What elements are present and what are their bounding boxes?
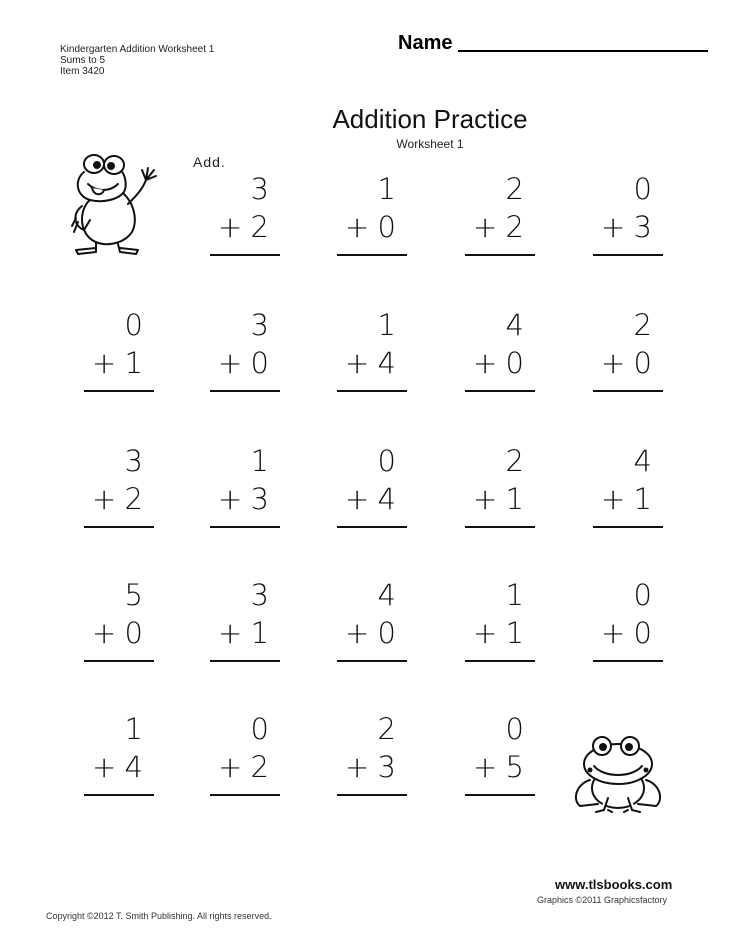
addend-top: 4 <box>633 444 652 478</box>
plus-sign: + <box>473 616 498 650</box>
addend-bottom: 5 <box>505 750 524 784</box>
plus-sign: + <box>92 616 117 650</box>
addend-top: 4 <box>377 578 396 612</box>
plus-sign: + <box>218 616 243 650</box>
addend-top: 0 <box>377 444 396 478</box>
plus-sign: + <box>345 750 370 784</box>
answer-line[interactable] <box>593 390 663 392</box>
instruction-text: Add. <box>193 154 226 170</box>
worksheet-subject: Kindergarten Addition Worksheet 1 <box>60 44 215 55</box>
answer-line[interactable] <box>593 526 663 528</box>
addition-problem <box>337 712 407 812</box>
plus-sign: + <box>601 346 626 380</box>
answer-line[interactable] <box>465 254 535 256</box>
addend-top: 3 <box>250 578 269 612</box>
addend-bottom: 4 <box>377 482 396 516</box>
worksheet-range: Sums to 5 <box>60 55 106 66</box>
plus-sign: + <box>218 346 243 380</box>
addend-bottom: 1 <box>505 482 524 516</box>
addend-top: 1 <box>377 172 396 206</box>
addend-top: 2 <box>505 172 524 206</box>
plus-sign: + <box>92 346 117 380</box>
addition-problem <box>84 308 154 408</box>
graphics-credit: Graphics ©2011 Graphicsfactory <box>537 895 668 905</box>
addition-problem <box>593 578 663 678</box>
answer-line[interactable] <box>337 254 407 256</box>
plus-sign: + <box>601 616 626 650</box>
plus-sign: + <box>92 750 117 784</box>
addition-problem <box>465 444 535 544</box>
copyright-notice: Copyright ©2012 T. Smith Publishing. All rights reserved. <box>46 911 272 921</box>
addend-bottom: 1 <box>633 482 652 516</box>
addition-problem <box>465 172 535 272</box>
addend-bottom: 3 <box>250 482 269 516</box>
addend-bottom: 3 <box>633 210 652 244</box>
addition-problem <box>465 578 535 678</box>
addend-top: 5 <box>124 578 143 612</box>
publisher-url: www.tlsbooks.com <box>555 877 673 892</box>
addend-top: 2 <box>633 308 652 342</box>
name-label: Name <box>398 32 453 54</box>
answer-line[interactable] <box>210 390 280 392</box>
addend-bottom: 1 <box>505 616 524 650</box>
worksheet-item-number: Item 3420 <box>60 66 105 77</box>
addition-problem <box>337 172 407 272</box>
plus-sign: + <box>218 482 243 516</box>
addition-problem <box>84 444 154 544</box>
answer-line[interactable] <box>210 794 280 796</box>
addend-top: 0 <box>505 712 524 746</box>
addend-top: 2 <box>377 712 396 746</box>
addend-top: 0 <box>124 308 143 342</box>
addend-bottom: 4 <box>124 750 143 784</box>
addend-top: 3 <box>124 444 143 478</box>
answer-line[interactable] <box>593 660 663 662</box>
answer-line[interactable] <box>337 390 407 392</box>
addend-top: 3 <box>250 308 269 342</box>
addend-bottom: 2 <box>505 210 524 244</box>
addend-top: 1 <box>505 578 524 612</box>
page-subtitle: Worksheet 1 <box>396 137 464 151</box>
answer-line[interactable] <box>593 254 663 256</box>
addend-bottom: 0 <box>633 616 652 650</box>
answer-line[interactable] <box>465 526 535 528</box>
plus-sign: + <box>92 482 117 516</box>
addend-top: 1 <box>124 712 143 746</box>
addend-bottom: 0 <box>505 346 524 380</box>
answer-line[interactable] <box>465 660 535 662</box>
plus-sign: + <box>601 482 626 516</box>
answer-line[interactable] <box>210 526 280 528</box>
answer-line[interactable] <box>84 526 154 528</box>
addend-top: 0 <box>250 712 269 746</box>
answer-line[interactable] <box>337 660 407 662</box>
addition-problem <box>210 172 280 272</box>
addend-bottom: 0 <box>377 616 396 650</box>
answer-line[interactable] <box>210 254 280 256</box>
answer-line[interactable] <box>337 794 407 796</box>
page-title: Addition Practice <box>332 104 528 134</box>
plus-sign: + <box>601 210 626 244</box>
addend-top: 4 <box>505 308 524 342</box>
plus-sign: + <box>473 750 498 784</box>
addend-bottom: 0 <box>377 210 396 244</box>
addend-bottom: 0 <box>250 346 269 380</box>
plus-sign: + <box>345 482 370 516</box>
addition-problem <box>84 712 154 812</box>
addend-top: 1 <box>250 444 269 478</box>
waving-frog-icon <box>62 148 180 262</box>
answer-line[interactable] <box>210 660 280 662</box>
addition-problem <box>593 308 663 408</box>
plus-sign: + <box>218 750 243 784</box>
addend-top: 0 <box>633 578 652 612</box>
addition-problem <box>210 308 280 408</box>
addition-problem <box>84 578 154 678</box>
plus-sign: + <box>345 210 370 244</box>
addend-bottom: 1 <box>250 616 269 650</box>
plus-sign: + <box>218 210 243 244</box>
answer-line[interactable] <box>465 794 535 796</box>
addend-bottom: 3 <box>377 750 396 784</box>
addend-top: 2 <box>505 444 524 478</box>
addend-bottom: 0 <box>124 616 143 650</box>
addition-problem <box>210 712 280 812</box>
answer-line[interactable] <box>465 390 535 392</box>
addition-problem <box>210 444 280 544</box>
addition-problem <box>593 444 663 544</box>
addition-problem <box>210 578 280 678</box>
answer-line[interactable] <box>84 390 154 392</box>
addend-bottom: 4 <box>377 346 396 380</box>
addition-problem <box>465 712 535 812</box>
addition-problem <box>593 172 663 272</box>
plus-sign: + <box>473 346 498 380</box>
addend-top: 1 <box>377 308 396 342</box>
answer-line[interactable] <box>337 526 407 528</box>
plus-sign: + <box>345 346 370 380</box>
addend-top: 3 <box>250 172 269 206</box>
plus-sign: + <box>345 616 370 650</box>
addition-problem <box>337 308 407 408</box>
addition-problem <box>337 578 407 678</box>
addition-problem <box>465 308 535 408</box>
addend-bottom: 2 <box>250 210 269 244</box>
name-line <box>458 50 708 52</box>
addend-bottom: 2 <box>124 482 143 516</box>
addend-bottom: 0 <box>633 346 652 380</box>
addend-bottom: 1 <box>124 346 143 380</box>
addition-problem <box>337 444 407 544</box>
plus-sign: + <box>473 482 498 516</box>
answer-line[interactable] <box>84 794 154 796</box>
addend-top: 0 <box>633 172 652 206</box>
addend-bottom: 2 <box>250 750 269 784</box>
answer-line[interactable] <box>84 660 154 662</box>
sitting-frog-icon <box>568 730 668 816</box>
plus-sign: + <box>473 210 498 244</box>
